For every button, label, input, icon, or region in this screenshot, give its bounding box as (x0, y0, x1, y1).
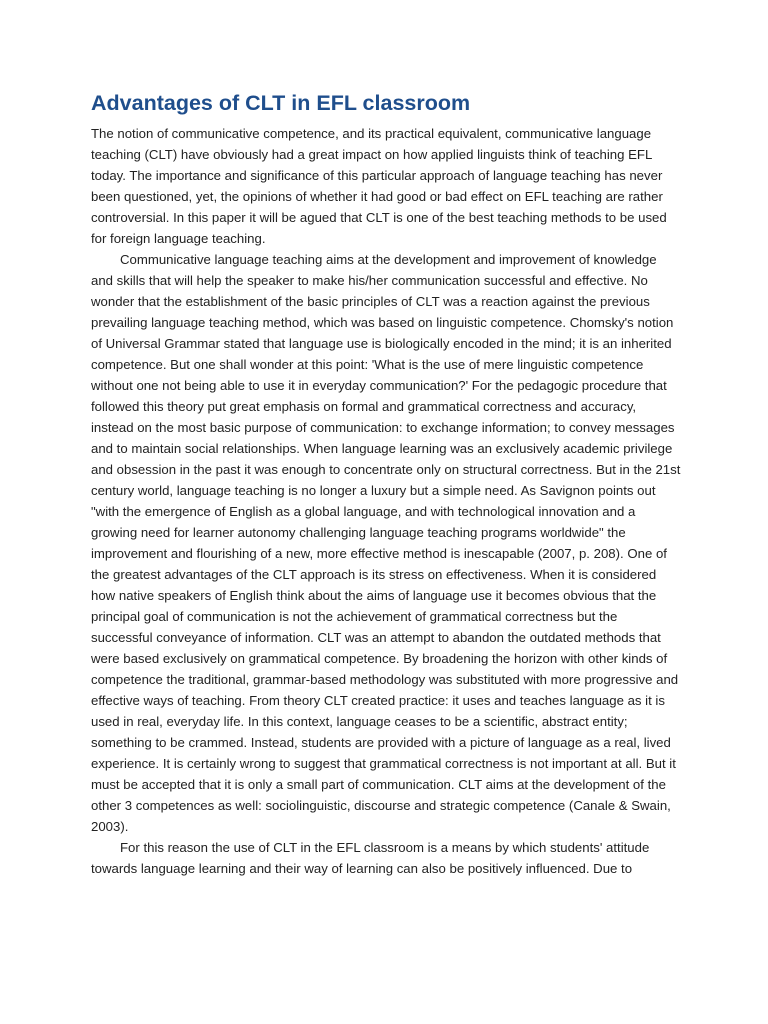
document-title: Advantages of CLT in EFL classroom (91, 91, 471, 115)
paragraph-efl-classroom: For this reason the use of CLT in the EFL classroom is a means by which students' attitude towards language learning and their way of learning can also be positively influenced. Due to (91, 840, 650, 876)
paragraph-clt-aims: Communicative language teaching aims at the development and improvement of knowledge and skills that will help the speaker to make his/her communication successful and effective. No wonder that the establishment of the basic principles of CLT was a reaction against the previous prevailing language teaching method, which was based on linguistic competence. Chomsky's notion of Universal Grammar stated that language use is biologically encoded in the mind; it is an inherited competence. But one shall wonder at this point: 'What is the use of mere linguistic competence without one not being able to use it in everyday communication?' For the pedagogic procedure that followed this theory put great emphasis on formal and grammatical correctness and accuracy, instead on the most basic purpose of communication: to exchange information; to convey messages and to maintain social relationships. When language learning was an exclusively academic privilege and obsession in the past it was enough to concentrate only on structural correctness. But in the 21st century world, language teaching is no longer a luxury but a simple need. As Savignon points out "with the emergence of English as a global language, and with technological innovation and a growing need for learner autonomy challenging language teaching programs worldwide" the improvement and flourishing of a new, more effective method is inescapable (2007, p. 208). One of the greatest advantages of the CLT approach is its stress on effectiveness. When it is considered how native speakers of English think about the aims of language use it becomes obvious that the principal goal of communication is not the achievement of grammatical correctness but the successful conveyance of information. CLT was an attempt to abandon the outdated methods that were based exclusively on grammatical competence. By broadening the horizon with other kinds of competence the traditional, grammar-based methodology was substituted with more progressive and effective ways of teaching. From theory CLT created practice: it uses and teaches language as it is used in real, everyday life. In this context, language ceases to be a scientific, abstract entity; something to be crammed. Instead, students are provided with a picture of language as a real, lived experience. It is certainly wrong to suggest that grammatical correctness is not important at all. But it must be accepted that it is only a small part of communication. CLT aims at the development of the other 3 competences as well: sociolinguistic, discourse and strategic competence (Canale & Swain, 2003). (91, 252, 681, 834)
paragraph-intro: The notion of communicative competence, and its practical equivalent, communicative language teaching (CLT) have obviously had a great impact on how applied linguists think of teaching EFL today. The importance and significance of this particular approach of language teaching has never been questioned, yet, the opinions of whether it had good or bad effect on EFL teaching are rather controversial. In this paper it will be agued that CLT is one of the best teaching methods to be used for foreign language teaching. (91, 126, 667, 246)
document-page (91, 88, 681, 879)
